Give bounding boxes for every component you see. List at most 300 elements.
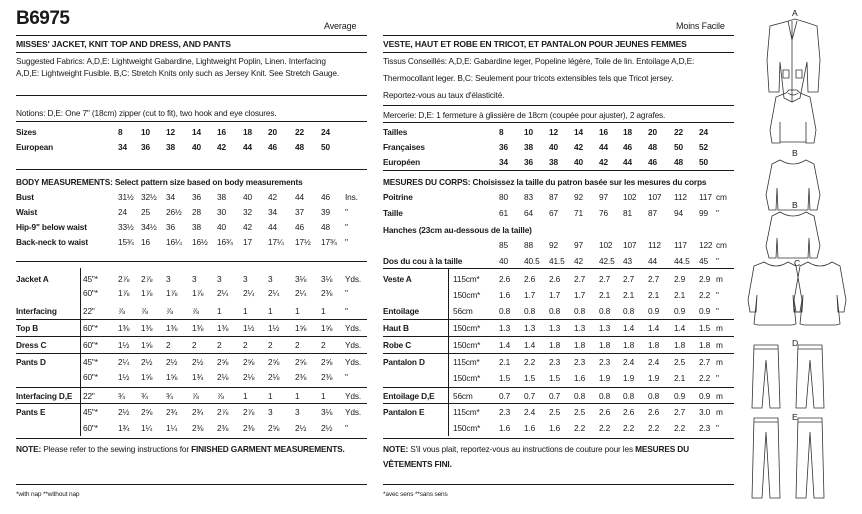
- size-cell: 8: [118, 127, 123, 137]
- yard-cell: 2.1: [674, 373, 686, 383]
- yard-cell: ⅞: [166, 306, 173, 316]
- pants-e-sketch: [752, 418, 824, 498]
- size-cell: 8: [499, 127, 504, 137]
- footnote-fr: *avec sens **sans sens: [383, 491, 448, 498]
- yard-row-rule-en: [16, 319, 367, 320]
- body-cell: 28: [192, 207, 201, 217]
- yard-cell: 1¼: [141, 423, 153, 433]
- yard-cell: 2⅞: [141, 274, 153, 284]
- yard-row-rule-en: [16, 387, 367, 388]
- size-cell: 10: [524, 127, 533, 137]
- yard-cell: 2.6: [549, 274, 561, 284]
- yard-cell: 2.2: [699, 373, 711, 383]
- yard-cell: 2: [243, 340, 248, 350]
- yard-cell: 1⅜: [141, 323, 153, 333]
- yard-row-label: Entoilage: [383, 306, 419, 316]
- yard-cell: 1.6: [499, 423, 511, 433]
- yard-cell: 1.7: [574, 290, 586, 300]
- fabrics-line: Thermocollant leger. B,C: Seulement pour tricots extensibles tels que Tricot jersey.: [383, 73, 674, 83]
- yard-cell: 2⅛: [268, 372, 280, 382]
- note-bold: MESURES DU: [635, 444, 689, 454]
- fabric-width: 60"*: [83, 340, 98, 350]
- hanches-cell: 112: [648, 240, 661, 250]
- fabric-width: 150cm*: [453, 340, 481, 350]
- body-cell: 16¾: [217, 237, 233, 247]
- sizes-rule-fr: [383, 170, 734, 171]
- yard-unit: Yds.: [345, 391, 362, 401]
- yard-cell: 2.6: [524, 274, 536, 284]
- notions-rule-en: [16, 121, 367, 122]
- body-cell: 16: [141, 237, 150, 247]
- yard-cell: 1.7: [524, 290, 536, 300]
- title-rule-fr: [383, 52, 734, 53]
- yard-unit: Yds.: [345, 407, 362, 417]
- hanches-cell: 102: [599, 240, 613, 250]
- body-cell: 36: [166, 222, 175, 232]
- sizes-label: Tailles: [383, 127, 408, 137]
- yard-cell: 1½: [243, 323, 255, 333]
- yard-unit: ": [345, 423, 348, 433]
- yard-cell: 2.6: [599, 407, 611, 417]
- yard-unit: m: [716, 340, 723, 350]
- yard-cell: 2⅞: [118, 274, 130, 284]
- size-cell: 20: [268, 127, 277, 137]
- hanches-cell: 97: [574, 240, 583, 250]
- body-cell: 83: [524, 192, 533, 202]
- body-cell: 46: [321, 192, 330, 202]
- yard-cell: 0.8: [499, 306, 511, 316]
- body-cell: 117: [699, 192, 712, 202]
- yard-cell: 0.8: [549, 306, 561, 316]
- fabric-width: 150cm*: [453, 423, 481, 433]
- yard-cell: 1.3: [549, 323, 561, 333]
- yard-cell: 2: [166, 340, 171, 350]
- yard-cell: 0.8: [623, 306, 635, 316]
- yard-cell: 1¾: [192, 372, 204, 382]
- yard-cell: 0.9: [699, 391, 711, 401]
- yard-cell: 3⅛: [295, 274, 307, 284]
- body-cell: 16½: [192, 237, 208, 247]
- yard-cell: 1⅝: [295, 323, 307, 333]
- yard-cell: 2.3: [549, 357, 561, 367]
- size-cell: 24: [699, 127, 708, 137]
- yard-unit: m: [716, 357, 723, 367]
- note-rule-fr: [383, 484, 734, 485]
- body-row-label: Waist: [16, 207, 38, 217]
- francaises-cell: 50: [674, 142, 683, 152]
- title-fr: VESTE, HAUT ET ROBE EN TRICOT, ET PANTALON POUR JEUNES FEMMES: [383, 39, 687, 49]
- yard-cell: 2.1: [499, 357, 511, 367]
- note-prefix: NOTE:: [383, 444, 411, 454]
- yard-cell: 1⅜: [166, 323, 178, 333]
- fabric-width: 60"*: [83, 323, 98, 333]
- european-cell: 40: [192, 142, 201, 152]
- body-cell: 40: [217, 222, 226, 232]
- notions-en: Notions: D,E: One 7" (18cm) zipper (cut to fit), two hook and eye closures.: [16, 108, 277, 118]
- yard-cell: 2½: [118, 407, 130, 417]
- fabrics-line: Suggested Fabrics: A,D,E: Lightweight Gabardine, Lightweight Poplin, Linen. Interfacing: [16, 56, 326, 66]
- dos-cell: 42: [574, 256, 583, 266]
- body-cell: 38: [217, 192, 226, 202]
- dos-cell: 44: [648, 256, 657, 266]
- yard-cell: 1: [321, 391, 326, 401]
- europeen-cell: 50: [699, 157, 708, 167]
- yard-cell: 1: [295, 306, 300, 316]
- width-divider-en: [80, 268, 81, 436]
- view-sketches: [740, 0, 862, 509]
- dos-cell: 43: [623, 256, 632, 266]
- yard-cell: 1⅜: [217, 323, 229, 333]
- width-divider-fr: [448, 268, 449, 436]
- yard-cell: 1.9: [599, 373, 611, 383]
- sizes-rule-en: [16, 169, 367, 170]
- body-cell: 37: [295, 207, 304, 217]
- fabric-width: 115cm*: [453, 274, 480, 284]
- yard-row-rule-en: [16, 353, 367, 354]
- yard-cell: ⅞: [192, 391, 199, 401]
- size-cell: 18: [623, 127, 632, 137]
- pattern-code: B6975: [16, 8, 70, 29]
- yard-cell: 1: [243, 391, 248, 401]
- yard-cell: 2.6: [499, 274, 511, 284]
- yard-cell: 1.9: [648, 373, 660, 383]
- size-cell: 10: [141, 127, 150, 137]
- yard-cell: 0.9: [674, 391, 686, 401]
- body-cell: 71: [574, 208, 583, 218]
- body-cell: 92: [574, 192, 583, 202]
- body-row-label: Poitrine: [383, 192, 413, 202]
- yard-cell: 1½: [268, 323, 280, 333]
- yard-cell: 1⅝: [141, 340, 153, 350]
- yard-cell: 1.5: [499, 373, 511, 383]
- yard-cell: ¾: [118, 391, 125, 401]
- yard-cell: 2⅞: [217, 407, 229, 417]
- yard-unit: m: [716, 274, 723, 284]
- yard-cell: 2⅝: [243, 357, 255, 367]
- yard-cell: 1.3: [574, 323, 586, 333]
- yard-cell: 3: [268, 274, 273, 284]
- footnote-en: *with nap **without nap: [16, 491, 80, 498]
- yard-cell: 3: [268, 407, 273, 417]
- body-cell: 38: [192, 222, 201, 232]
- yard-unit: ": [345, 372, 348, 382]
- yard-cell: ⅞: [118, 306, 125, 316]
- fabric-width: 56cm: [453, 306, 473, 316]
- european-cell: 36: [141, 142, 150, 152]
- yard-cell: 1.4: [524, 340, 536, 350]
- dos-cell: 40.5: [524, 256, 540, 266]
- body-cell: 44: [268, 222, 277, 232]
- yard-cell: 2¼: [118, 357, 130, 367]
- body-cell: 87: [549, 192, 558, 202]
- yard-row-label: Interfacing D,E: [16, 391, 73, 401]
- yard-cell: 2.1: [648, 290, 660, 300]
- yard-cell: ⅞: [217, 391, 224, 401]
- yard-cell: 2½: [295, 423, 307, 433]
- francaises-cell: 46: [623, 142, 632, 152]
- body-rule-en: [16, 261, 367, 262]
- yard-cell: 2¾: [192, 407, 204, 417]
- europeen-label: Européen: [383, 157, 421, 167]
- yard-row-label: Pantalon D: [383, 357, 425, 367]
- fabric-width: 150cm*: [453, 290, 481, 300]
- yard-cell: 0.9: [648, 306, 660, 316]
- dos-cell: 44.5: [674, 256, 690, 266]
- francaises-cell: 52: [699, 142, 708, 152]
- yard-cell: 2.7: [699, 357, 711, 367]
- body-cell: 34: [268, 207, 277, 217]
- yard-cell: 1.8: [674, 340, 686, 350]
- dos-cell: 45: [699, 256, 708, 266]
- yard-cell: 2⅜: [192, 423, 204, 433]
- yard-cell: 1⅝: [166, 372, 178, 382]
- fabric-width: 150cm*: [453, 373, 481, 383]
- yard-cell: 2⅝: [295, 357, 307, 367]
- yard-cell: ¾: [141, 391, 148, 401]
- yard-cell: 2.5: [574, 407, 586, 417]
- yard-row-label: Jacket A: [16, 274, 49, 284]
- yard-unit: Yds.: [345, 274, 362, 284]
- size-cell: 22: [674, 127, 683, 137]
- yard-cell: 1½: [118, 372, 130, 382]
- yard-cell: 1.4: [674, 323, 686, 333]
- yard-cell: 1⅜: [118, 323, 130, 333]
- yard-cell: 0.8: [623, 391, 635, 401]
- yard-row-label: Interfacing: [16, 306, 57, 316]
- size-cell: 22: [295, 127, 304, 137]
- yard-cell: 0.8: [599, 391, 611, 401]
- yard-cell: 0.9: [674, 306, 686, 316]
- hanches-unit: cm: [716, 240, 727, 250]
- hanches-cell: 117: [674, 240, 687, 250]
- body-cell: 24: [118, 207, 127, 217]
- yard-cell: 3.0: [699, 407, 711, 417]
- yard-cell: 2⅜: [321, 372, 333, 382]
- yard-cell: 0.8: [599, 306, 611, 316]
- yard-row-rule-en: [16, 336, 367, 337]
- yard-cell: 2.1: [599, 290, 611, 300]
- yard-cell: 3: [192, 274, 197, 284]
- european-cell: 42: [217, 142, 226, 152]
- yard-cell: 0.7: [499, 391, 511, 401]
- fabric-width: 45"*: [83, 407, 98, 417]
- european-cell: 34: [118, 142, 127, 152]
- fabrics-line: Reportez-vous au taux d'élasticité.: [383, 90, 505, 100]
- dos-cell: 40: [499, 256, 508, 266]
- yard-cell: 2.4: [524, 407, 536, 417]
- european-cell: 50: [321, 142, 330, 152]
- yard-cell: 1⅞: [141, 288, 153, 298]
- yard-cell: 1.8: [623, 340, 635, 350]
- yard-cell: 2.3: [599, 357, 611, 367]
- yard-cell: 1.5: [549, 373, 561, 383]
- body-cell: 80: [499, 192, 508, 202]
- size-cell: 18: [243, 127, 252, 137]
- sizes-label: Sizes: [16, 127, 37, 137]
- hanches-cell: 122: [699, 240, 713, 250]
- fabrics-line: A,D,E: Lightweight Fusible. B,C: Stretch Knits only such as Jersey Knit. See Stretch Gauge.: [16, 68, 339, 78]
- dos-label: Dos du cou à la taille: [383, 256, 463, 266]
- jacket-a-sketch: [767, 19, 820, 102]
- yard-cell: 2.7: [674, 407, 686, 417]
- body-cell: 64: [524, 208, 533, 218]
- yard-cell: 1: [243, 306, 248, 316]
- size-cell: 14: [574, 127, 583, 137]
- body-cell: 25: [141, 207, 150, 217]
- yard-cell: 1.4: [623, 323, 635, 333]
- yard-cell: 2⅜: [295, 372, 307, 382]
- yard-cell: 1¾: [118, 423, 130, 433]
- yard-cell: ⅞: [141, 306, 148, 316]
- yard-cell: 2⅛: [243, 372, 255, 382]
- view-label-a: A: [792, 8, 798, 18]
- yard-row-rule-fr: [383, 336, 734, 337]
- fabric-width: 45"*: [83, 357, 98, 367]
- yard-row-label: Top B: [16, 323, 39, 333]
- yard-cell: 2⅜: [217, 423, 229, 433]
- header-rule-en: [16, 35, 367, 36]
- yard-cell: 2: [295, 340, 300, 350]
- body-cell: 40: [243, 192, 252, 202]
- yard-cell: 2: [268, 340, 273, 350]
- note-text: S'il vous plait, reportez-vous au instructions de couture pour les: [410, 444, 636, 454]
- body-cell: 36: [192, 192, 201, 202]
- body-cell: 17¼: [268, 237, 284, 247]
- yard-unit: ": [716, 423, 719, 433]
- fabrics-rule-en: [16, 95, 367, 96]
- yard-cell: 2: [321, 340, 326, 350]
- fabric-width: 115cm*: [453, 407, 480, 417]
- note-prefix: NOTE:: [16, 444, 44, 454]
- fabric-width: 22": [83, 391, 95, 401]
- body-unit: ": [345, 207, 348, 217]
- yard-cell: 2.3: [574, 357, 586, 367]
- yard-cell: 0.8: [574, 306, 586, 316]
- yard-cell: 2.5: [549, 407, 561, 417]
- yard-cell: 1.3: [499, 323, 511, 333]
- yard-row-label: Robe C: [383, 340, 412, 350]
- yard-row-label: Dress C: [16, 340, 47, 350]
- yard-cell: 2.2: [674, 423, 686, 433]
- yard-cell: 2.2: [599, 423, 611, 433]
- fabrics-line: Tissus Conseillés: A,D,E: Gabardine leger, Popeline légère, Toile de lin. Entoilage A,D,E:: [383, 56, 695, 66]
- size-cell: 12: [549, 127, 558, 137]
- note-en: [16, 444, 345, 455]
- yard-cell: 1.3: [599, 323, 611, 333]
- yard-row-rule-fr: [383, 403, 734, 404]
- yard-cell: 2.4: [623, 357, 635, 367]
- yard-unit: ": [716, 290, 719, 300]
- yard-cell: 0.9: [699, 306, 711, 316]
- title-en: MISSES' JACKET, KNIT TOP AND DRESS, AND PANTS: [16, 39, 231, 49]
- europeen-cell: 44: [623, 157, 632, 167]
- fabrics-rule-fr: [383, 105, 734, 106]
- hanches-cell: 92: [549, 240, 558, 250]
- europeen-cell: 40: [574, 157, 583, 167]
- fabric-width: 22": [83, 306, 95, 316]
- yard-cell: 0.8: [648, 391, 660, 401]
- yard-cell: ⅞: [192, 306, 199, 316]
- francaises-cell: 40: [549, 142, 558, 152]
- yard-cell: 1.6: [499, 290, 511, 300]
- yard-cell: 2¼: [243, 288, 255, 298]
- yard-cell: 2.2: [648, 423, 660, 433]
- yard-cell: 2.1: [623, 290, 635, 300]
- view-label-b2: B: [792, 200, 798, 210]
- body-cell: 44: [295, 192, 304, 202]
- francaises-cell: 36: [499, 142, 508, 152]
- yard-unit: ": [345, 288, 348, 298]
- yard-cell: 3: [295, 407, 300, 417]
- view-label-d: D: [792, 338, 799, 348]
- yard-cell: 2⅝: [217, 357, 229, 367]
- yard-cell: 1.8: [648, 340, 660, 350]
- yard-cell: 1.6: [549, 423, 561, 433]
- europeen-cell: 34: [499, 157, 508, 167]
- yard-cell: 1⅞: [192, 288, 204, 298]
- yard-cell: 1¼: [166, 423, 178, 433]
- yard-cell: 1.8: [549, 340, 561, 350]
- note-bold: FINISHED GARMENT MEASUREMENTS.: [191, 444, 345, 454]
- francaises-cell: 42: [574, 142, 583, 152]
- yard-unit: m: [716, 391, 723, 401]
- body-cell: 32½: [141, 192, 157, 202]
- body-unit: Ins.: [345, 192, 358, 202]
- yard-cell: 2.2: [623, 423, 635, 433]
- yard-cell: 1: [268, 306, 273, 316]
- yard-cell: 1.4: [499, 340, 511, 350]
- yard-unit: ": [345, 306, 348, 316]
- body-cell: 33½: [118, 222, 134, 232]
- size-cell: 20: [648, 127, 657, 137]
- hanches-cell: 88: [524, 240, 533, 250]
- hanches-cell: 107: [623, 240, 637, 250]
- yard-cell: 2.2: [524, 357, 536, 367]
- yard-cell: ¾: [166, 391, 173, 401]
- yard-row-label: Veste A: [383, 274, 412, 284]
- yard-cell: 2.3: [499, 407, 511, 417]
- europeen-cell: 48: [674, 157, 683, 167]
- body-header-fr: MESURES DU CORPS: Choisissez la taille du patron basée sur les mesures du corps: [383, 177, 707, 187]
- yard-unit: Yds.: [345, 357, 362, 367]
- body-cell: 87: [648, 208, 657, 218]
- top-b-sketch-3: [766, 212, 820, 258]
- body-cell: 17: [243, 237, 252, 247]
- notions-rule-fr: [383, 122, 734, 123]
- body-cell: 97: [599, 192, 608, 202]
- size-cell: 16: [599, 127, 608, 137]
- european-cell: 48: [295, 142, 304, 152]
- body-unit: ": [345, 237, 348, 247]
- yard-cell: 1: [217, 306, 222, 316]
- garment-sketches: [740, 0, 862, 509]
- yard-cell: 2.2: [699, 290, 711, 300]
- yard-cell: 2.9: [674, 274, 686, 284]
- top-b-sketch-1: [770, 90, 816, 143]
- yard-cell: 0.7: [549, 391, 561, 401]
- yard-row-label: Pants E: [16, 407, 46, 417]
- yard-cell: 2¼: [217, 288, 229, 298]
- yard-cell: 2.2: [574, 423, 586, 433]
- body-cell: 42: [243, 222, 252, 232]
- yard-row-label: Pants D: [16, 357, 46, 367]
- european-cell: 38: [166, 142, 175, 152]
- body-cell: 99: [699, 208, 708, 218]
- yard-cell: 3⅛: [321, 274, 333, 284]
- yard-cell: 1⅞: [118, 288, 130, 298]
- yard-cell: 0.7: [524, 391, 536, 401]
- body-header-en: BODY MEASUREMENTS: Select pattern size based on body measurements: [16, 177, 303, 187]
